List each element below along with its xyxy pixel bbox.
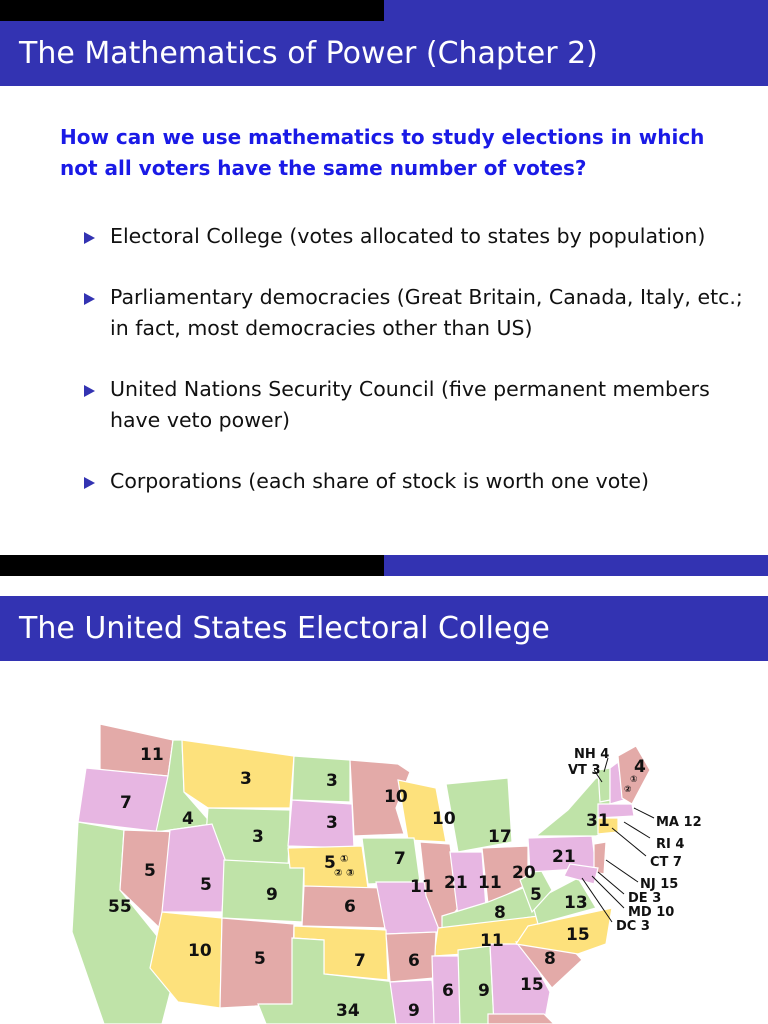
state-vote-label: 11	[478, 873, 502, 893]
callout-label: NH 4	[574, 747, 610, 762]
state-vote-label: 17	[488, 827, 512, 847]
state-vote-label: 34	[336, 1001, 360, 1021]
header-strip-left	[0, 0, 384, 21]
state-vote-label: 9	[266, 885, 278, 905]
callout-label: DC 3	[616, 919, 650, 934]
state-md	[564, 864, 598, 884]
bullet-text: Electoral College (votes allocated to states by population)	[110, 224, 706, 248]
slide1-question: How can we use mathematics to study elections in which not all voters have the same number of votes?	[60, 125, 705, 180]
callout-label: VT 3	[568, 763, 601, 778]
state-vote-label: 7	[394, 849, 406, 869]
slide1-bullet-list	[84, 221, 744, 527]
state-vote-label: 3	[252, 827, 264, 847]
district-marker: ②	[624, 785, 632, 795]
slide1-header-strip	[0, 0, 768, 21]
bullet-item	[84, 374, 744, 436]
state-vote-label: 10	[432, 809, 456, 829]
state-vote-label: 8	[494, 903, 506, 923]
leader-line	[624, 822, 650, 838]
leader-line	[634, 808, 654, 818]
state-vote-label: 6	[344, 897, 356, 917]
slide1-title-bar	[0, 21, 768, 86]
state-vote-label: 6	[442, 981, 454, 1001]
state-co	[222, 860, 304, 922]
slide2-title-bar	[0, 596, 768, 661]
state-vote-label: 55	[108, 897, 132, 917]
state-vote-label: 11	[140, 745, 164, 765]
state-vote-label: 9	[478, 981, 490, 1001]
state-sd	[288, 800, 354, 848]
state-vote-label: 21	[444, 873, 468, 893]
district-marker: ②	[334, 868, 343, 879]
state-vote-label: 7	[120, 793, 132, 813]
electoral-college-map	[58, 712, 768, 1024]
slide2-title: The United States Electoral College	[19, 611, 550, 646]
state-vote-label: 5	[254, 949, 266, 969]
slide2-header-strip	[0, 555, 768, 576]
district-marker: ③	[346, 868, 355, 879]
state-vote-label: 21	[552, 847, 576, 867]
bullet-triangle-icon	[84, 232, 95, 244]
leader-line	[598, 872, 624, 894]
state-vote-label: 3	[326, 813, 338, 833]
state-fl	[488, 1014, 554, 1024]
bullet-item	[84, 466, 744, 497]
state-vote-label: 13	[564, 893, 588, 913]
state-ut	[162, 824, 226, 912]
state-vote-label: 5	[200, 875, 212, 895]
state-vote-label: 6	[408, 951, 420, 971]
state-nd	[292, 756, 350, 802]
bullet-item	[84, 221, 744, 252]
state-vote-label: 4	[634, 757, 646, 777]
callout-label: NJ 15	[640, 877, 679, 892]
bullet-text: United Nations Security Council (five permanent members have veto power)	[110, 377, 710, 432]
bullet-text: Parliamentary democracies (Great Britain, Canada, Italy, etc.; in fact, most democracies other than US)	[110, 285, 743, 340]
district-marker: ①	[340, 854, 349, 865]
state-vote-label: 31	[586, 811, 610, 831]
state-vote-label: 15	[520, 975, 544, 995]
state-shapes	[72, 724, 650, 1024]
state-vote-label: 3	[326, 771, 338, 791]
bullet-text: Corporations (each share of stock is worth one vote)	[110, 469, 649, 493]
bullet-triangle-icon	[84, 477, 95, 489]
state-mt	[182, 740, 294, 808]
state-vote-label: 11	[410, 877, 434, 897]
state-vote-label: 15	[566, 925, 590, 945]
state-vote-label: 11	[480, 931, 504, 951]
state-vote-label: 20	[512, 863, 536, 883]
header-strip-right	[384, 0, 768, 21]
state-vote-label: 4	[182, 809, 194, 829]
bullet-triangle-icon	[84, 385, 95, 397]
callout-label: RI 4	[656, 837, 685, 852]
callout-label: CT 7	[650, 855, 682, 870]
us-map-svg	[58, 712, 768, 1024]
slide1-title: The Mathematics of Power (Chapter 2)	[19, 36, 598, 71]
state-vote-label: 5	[144, 861, 156, 881]
state-vote-label: 8	[544, 949, 556, 969]
callout-label: MA 12	[656, 815, 702, 830]
state-vote-label: 3	[240, 769, 252, 789]
bullet-item	[84, 282, 744, 344]
state-vote-label: 10	[384, 787, 408, 807]
state-vote-label: 5	[530, 885, 542, 905]
state-vote-label: 7	[354, 951, 366, 971]
state-vote-label: 9	[408, 1001, 420, 1021]
header-strip-right	[384, 555, 768, 576]
state-vote-label: 10	[188, 941, 212, 961]
state-label-ne: 5	[324, 853, 336, 873]
callout-label: MD 10	[628, 905, 675, 920]
leader-line	[606, 860, 638, 882]
header-strip-left	[0, 555, 384, 576]
callout-label: DE 3	[628, 891, 662, 906]
district-marker: ①	[630, 775, 638, 785]
bullet-triangle-icon	[84, 293, 95, 305]
